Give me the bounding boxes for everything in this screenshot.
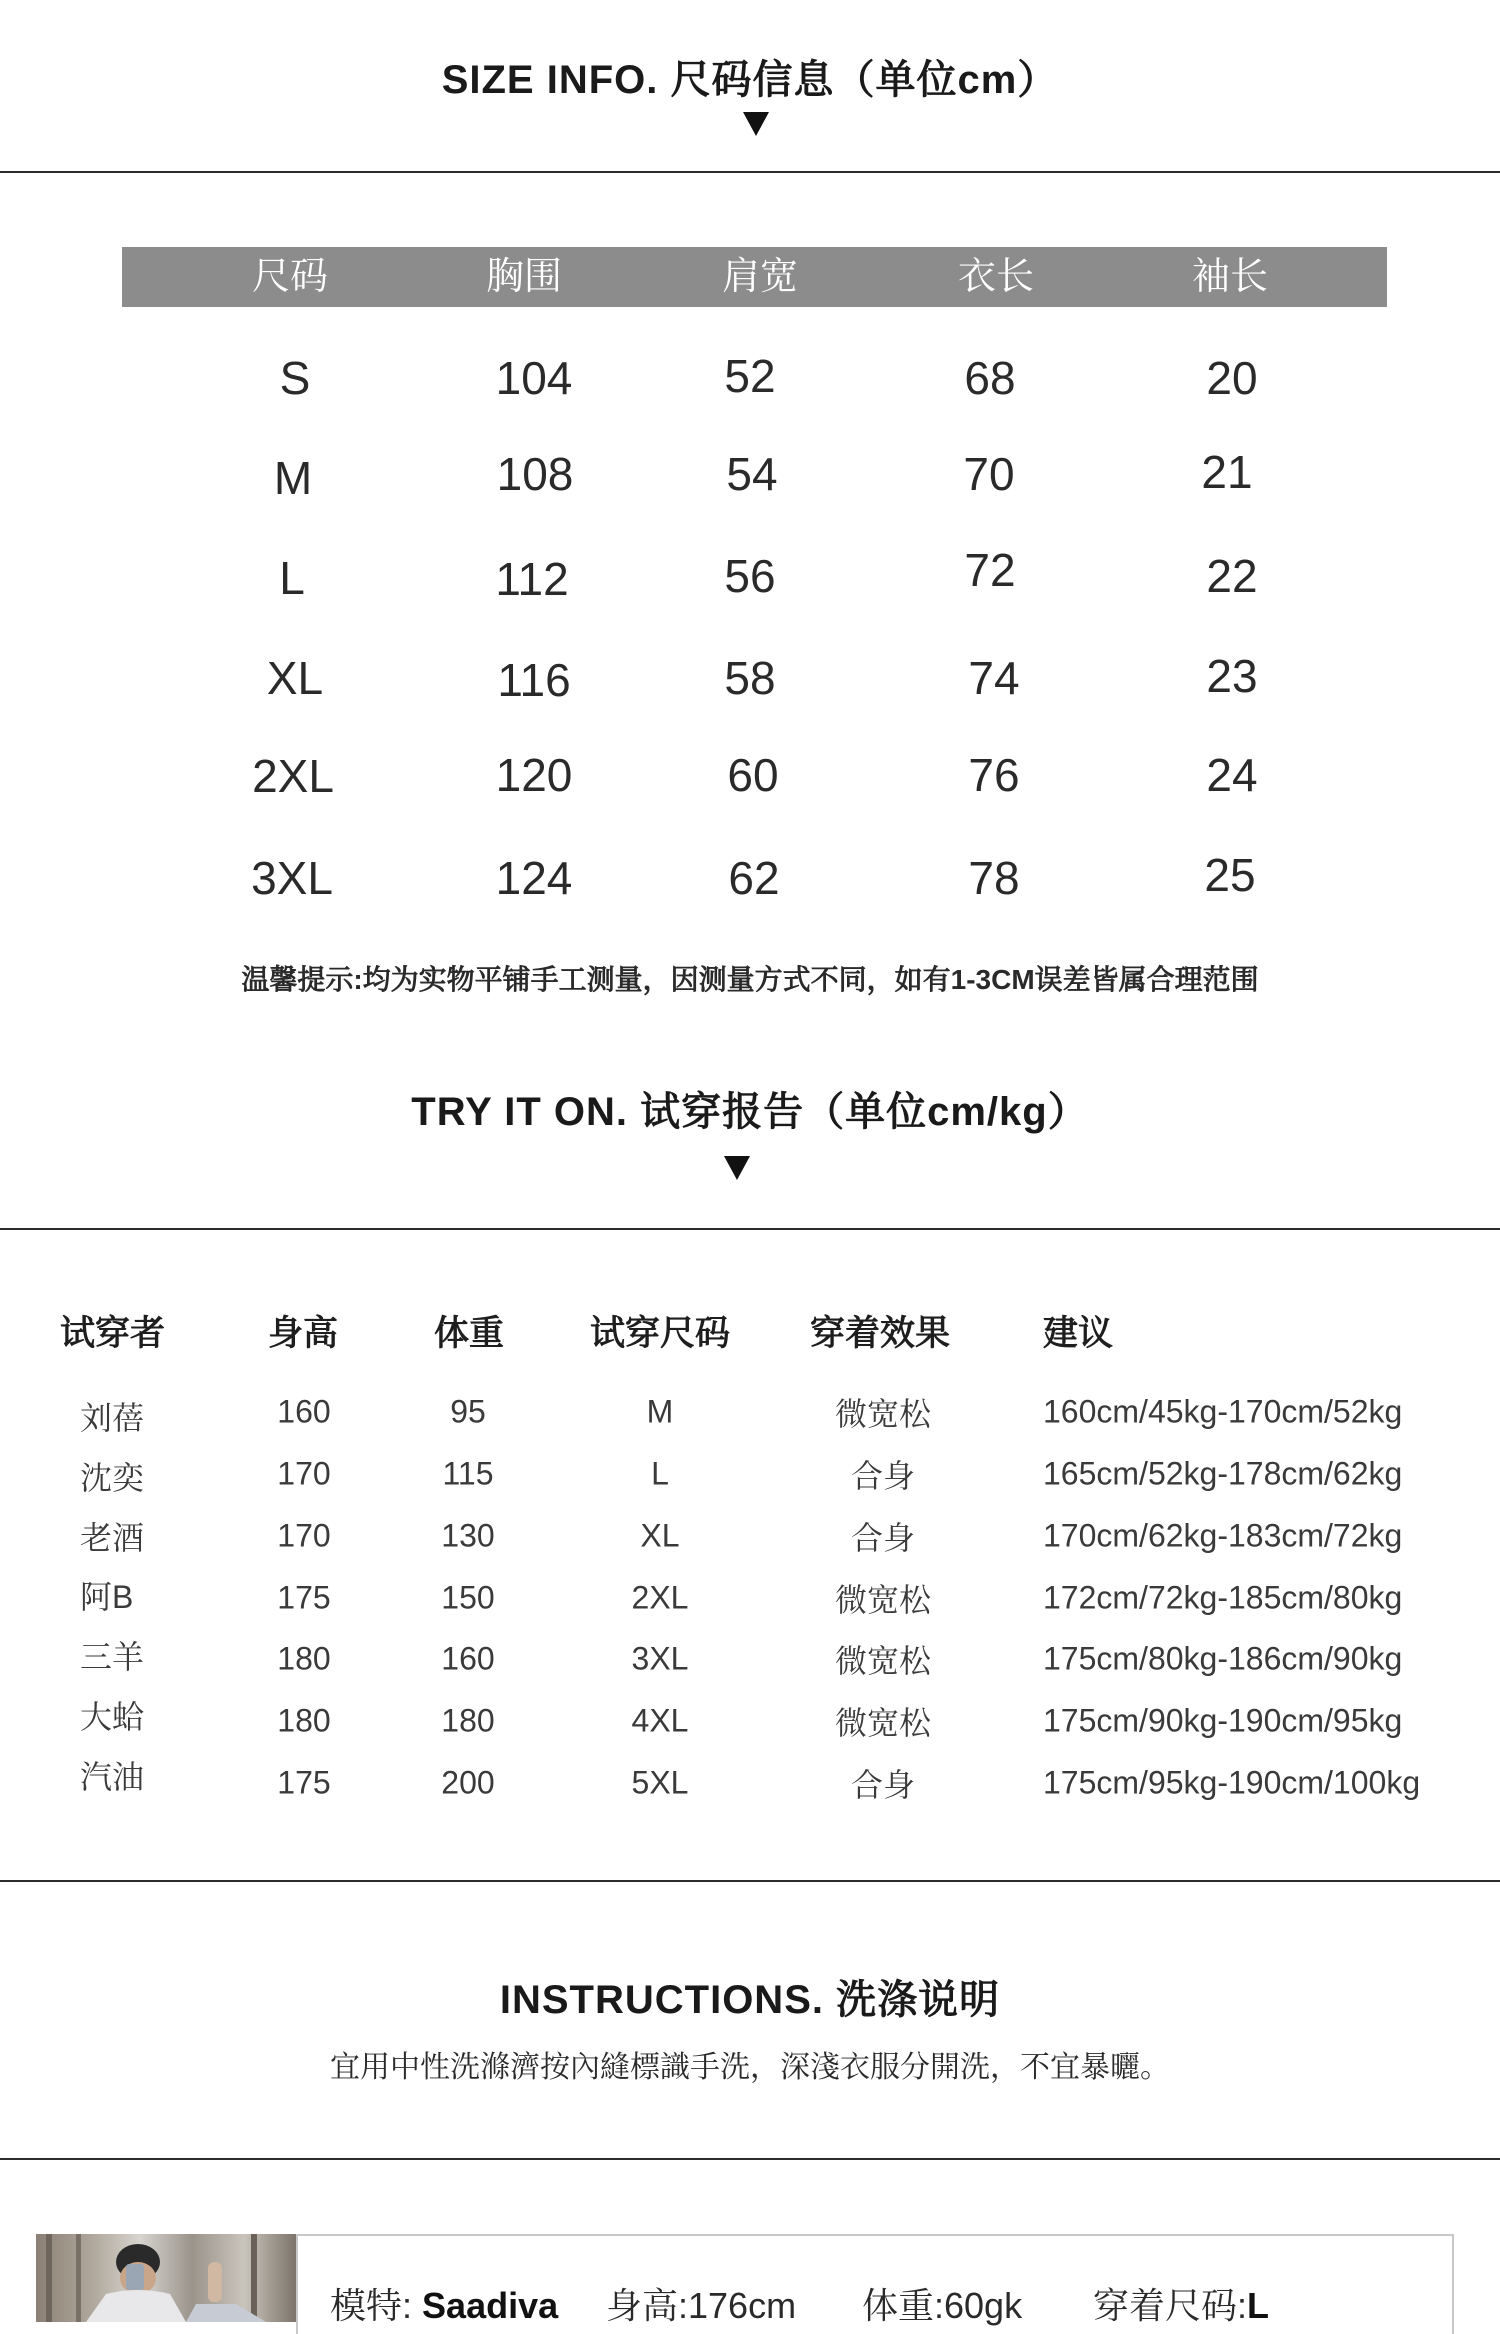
header-length: 衣长 xyxy=(957,256,1035,298)
size-table-header xyxy=(122,247,1387,307)
table-cell: XL xyxy=(640,1517,680,1554)
model-name xyxy=(330,2278,558,2329)
table-cell: 160cm/45kg-170cm/52kg xyxy=(1043,1393,1403,1430)
table-cell: 24 xyxy=(1206,749,1258,801)
table-cell: 合身 xyxy=(850,1520,916,1556)
table-cell: 175 xyxy=(277,1579,331,1616)
header-try-size: 试穿尺码 xyxy=(590,1314,731,1353)
table-cell: 70 xyxy=(963,448,1015,500)
table-cell: 3XL xyxy=(251,852,333,904)
table-cell: 阿B xyxy=(80,1579,134,1615)
table-cell: 2XL xyxy=(631,1579,689,1616)
table-cell: 20 xyxy=(1206,352,1258,404)
header-height: 身高 xyxy=(268,1314,339,1353)
table-cell: 72 xyxy=(964,544,1016,596)
model-height: 身高:176cm xyxy=(606,2285,797,2326)
table-cell: L xyxy=(279,552,305,604)
model-weight: 体重:60gk xyxy=(862,2285,1023,2326)
header-chest: 胸围 xyxy=(485,256,563,298)
model-size xyxy=(1093,2278,1269,2329)
table-cell: 180 xyxy=(277,1640,331,1677)
table-cell: 200 xyxy=(441,1764,495,1801)
table-cell: 180 xyxy=(277,1702,331,1739)
washing-instructions: 宜用中性洗滌濟按內縫標識手洗，深淺衣服分開洗，不宜暴曬。 xyxy=(330,2051,1170,2084)
table-cell: 微宽松 xyxy=(834,1705,932,1741)
table-cell: 21 xyxy=(1201,446,1253,498)
table-cell: 160 xyxy=(441,1640,495,1677)
header-sleeve: 袖长 xyxy=(1191,256,1269,298)
table-cell: 150 xyxy=(441,1579,495,1616)
table-cell: 175cm/95kg-190cm/100kg xyxy=(1043,1764,1421,1801)
model-name-label: 模特: xyxy=(330,2285,413,2326)
table-cell: 23 xyxy=(1206,650,1258,702)
try-on-title: TRY IT ON. 试穿报告（单位cm/kg） xyxy=(411,1090,1089,1134)
table-cell: 180 xyxy=(441,1702,495,1739)
header-advice: 建议 xyxy=(1043,1314,1114,1353)
table-cell: 165cm/52kg-178cm/62kg xyxy=(1043,1455,1403,1492)
table-cell: 120 xyxy=(495,749,573,801)
table-cell: 104 xyxy=(495,352,573,404)
table-cell: 4XL xyxy=(631,1702,689,1739)
table-cell: 沈奕 xyxy=(80,1460,145,1496)
table-cell: 95 xyxy=(450,1393,486,1430)
table-cell: 172cm/72kg-185cm/80kg xyxy=(1043,1579,1403,1616)
table-cell: 3XL xyxy=(631,1640,689,1677)
table-cell: 5XL xyxy=(631,1764,689,1801)
table-cell: 62 xyxy=(728,852,780,904)
table-cell: 合身 xyxy=(850,1458,916,1494)
table-cell: L xyxy=(651,1455,669,1492)
table-cell: 刘蓓 xyxy=(80,1400,145,1436)
table-cell: 175cm/80kg-186cm/90kg xyxy=(1043,1640,1403,1677)
table-cell: 130 xyxy=(441,1517,495,1554)
divider xyxy=(0,171,1500,173)
table-cell: 56 xyxy=(724,550,776,602)
table-cell: 22 xyxy=(1206,550,1258,602)
down-arrow-icon xyxy=(724,1156,750,1180)
down-arrow-icon xyxy=(743,112,769,136)
table-cell: 108 xyxy=(496,448,574,500)
table-cell: 112 xyxy=(495,553,569,605)
table-cell: 25 xyxy=(1204,849,1256,901)
model-size-value: L xyxy=(1247,2285,1270,2326)
table-cell: 微宽松 xyxy=(834,1582,932,1618)
table-cell: M xyxy=(646,1393,674,1430)
table-cell: 老酒 xyxy=(80,1520,145,1556)
table-cell: 76 xyxy=(968,749,1020,801)
header-shoulder: 肩宽 xyxy=(721,256,799,298)
instructions-title: INSTRUCTIONS. 洗涤说明 xyxy=(499,1978,1001,2022)
table-cell: 115 xyxy=(442,1455,494,1492)
size-info-title: SIZE INFO. 尺码信息（单位cm） xyxy=(441,58,1059,102)
table-cell: 78 xyxy=(968,852,1020,904)
table-cell: 微宽松 xyxy=(834,1396,932,1432)
table-cell: 三羊 xyxy=(80,1639,145,1675)
table-cell: 170 xyxy=(277,1455,331,1492)
divider xyxy=(0,1228,1500,1230)
model-figure-icon xyxy=(36,2234,296,2322)
table-cell: 68 xyxy=(964,352,1016,404)
table-cell: 175 xyxy=(277,1764,331,1801)
table-cell: M xyxy=(273,452,313,504)
table-cell: S xyxy=(279,352,311,404)
model-size-label: 穿着尺码: xyxy=(1093,2285,1248,2326)
table-cell: 52 xyxy=(724,350,776,402)
measurement-note: 温馨提示:均为实物平铺手工测量，因测量方式不同，如有1-3CM误差皆属合理范围 xyxy=(241,964,1259,995)
table-cell: 74 xyxy=(968,652,1020,704)
table-cell: 微宽松 xyxy=(834,1643,932,1679)
model-photo xyxy=(36,2234,296,2322)
header-size: 尺码 xyxy=(251,256,329,298)
table-cell: 160 xyxy=(277,1393,331,1430)
divider xyxy=(0,2158,1500,2160)
table-cell: 54 xyxy=(726,448,778,500)
table-cell: 58 xyxy=(724,652,776,704)
header-tester: 试穿者 xyxy=(60,1314,166,1353)
table-cell: 大蛤 xyxy=(80,1699,145,1735)
header-fit: 穿着效果 xyxy=(810,1314,951,1353)
table-cell: 合身 xyxy=(850,1767,916,1803)
table-cell: 60 xyxy=(727,749,779,801)
table-cell: 175cm/90kg-190cm/95kg xyxy=(1043,1702,1403,1739)
table-cell: 124 xyxy=(495,852,573,904)
table-cell: XL xyxy=(266,652,324,704)
model-name-value: Saadiva xyxy=(422,2285,559,2326)
table-cell: 170 xyxy=(277,1517,331,1554)
table-cell: 汽油 xyxy=(80,1759,145,1795)
table-cell: 170cm/62kg-183cm/72kg xyxy=(1043,1517,1403,1554)
divider xyxy=(0,1880,1500,1882)
table-cell: 2XL xyxy=(252,750,334,802)
header-weight: 体重 xyxy=(434,1314,505,1353)
table-cell: 116 xyxy=(497,654,571,706)
